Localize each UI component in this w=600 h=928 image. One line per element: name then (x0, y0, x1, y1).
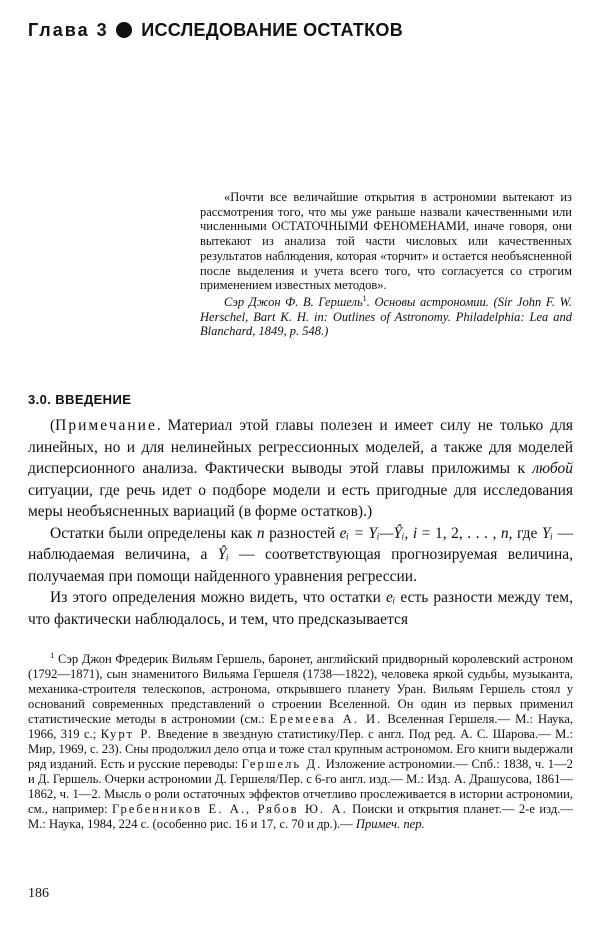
math-i: i (412, 524, 418, 542)
fn-text-c: Введение в звездную статистику/Пер. с англ. Под ред. А. С. Шарова.— М.: Мир, 1969, с. 23). Сны продолжил дело отца и тоже стал крупным астрономом. Его книги выдержали ряд изданий. Есть и русские переводы: (28, 727, 573, 771)
chapter-heading (28, 20, 588, 41)
note-text-b: ситуации, где речь идет о подборе модели и есть пригодные для исследования меры необъясненных вариаций (в форме остатков).) (28, 481, 573, 520)
math-y-hat-i: Ŷᵢ (217, 546, 229, 563)
epigraph-attribution (200, 295, 572, 339)
page-number: 186 (28, 886, 49, 901)
epigraph-quote: «Почти все величайшие открытия в астрономии вытекают из рассмотрения того, что мы уже раньше назвали качественными или численными ОСТАТОЧНЫМИ ФЕНОМЕНАМИ, иначе говоря, они вытекают из анализа той части числовых или качественных результатов наблюдения, которая «торчит» и остается необъясненной после выделения и учета всего того, что согласуется со строгим применением известных методов». (200, 190, 572, 293)
def-text-6: — соответствующая прогнозируемая величина, получаемая при помощи найденного уравнения регрессии. (28, 546, 574, 585)
res-text-2: есть разности между тем, что фактически наблюдалось, и тем, что предсказывается (28, 589, 573, 628)
chapter-title: ИССЛЕДОВАНИЕ ОСТАТКОВ (141, 20, 404, 40)
section-heading: 3.0. ВВЕДЕНИЕ (28, 392, 132, 407)
note-emphasis: любой (532, 460, 573, 477)
footnote-1 (28, 649, 573, 832)
note-word: Примечание (55, 417, 157, 434)
fn-name-4: Гребенников Е. А., Рябов Ю. А. (111, 802, 348, 816)
open-paren: ( (50, 417, 56, 434)
fn-text-b: Вселенная Гершеля.— М.: Наука, 1966, 319 с.; (28, 712, 573, 741)
def-text-2: разностей (264, 524, 340, 542)
def-text-4: , где (508, 524, 542, 542)
epigraph (200, 190, 572, 339)
res-text-1: Из этого определения можно видеть, что остатки (50, 589, 387, 606)
def-text-5: — наблюдаемая величина, а (28, 524, 574, 563)
chapter-label: Глава 3 (28, 20, 109, 40)
def-text-1: Остатки были определены как (50, 524, 257, 542)
fn-name-1: Еремеева А. И. (269, 712, 383, 726)
fn-name-3: Гершель Д. (241, 757, 323, 771)
bullet-dot-icon (116, 22, 132, 38)
epigraph-author: Сэр Джон Ф. В. Гершель (224, 294, 363, 309)
body-text (28, 415, 573, 630)
footnote-number: 1 (50, 649, 55, 660)
math-e-i: eᵢ (386, 589, 396, 606)
epigraph-source: . Основы астрономии. (Sir John F. W. Herschel, Bart K. H. in: Outlines of Astronomy. Philadelphia: Lea and Blanchard, 1849, p. 548.) (200, 294, 572, 339)
math-residual-formula: eᵢ = Yᵢ—Ŷᵢ, (339, 524, 409, 542)
fn-text-d: Изложение астрономии.— Спб.: 1838, ч. 1—2 и Д. Гершель. Очерки астрономии Д. Гершеля/Пер. с 6-го англ. изд.— М.: Изд. А. Драшусова, 1861—1862, ч. 1—2. Мысль о роли остаточных эффектов отчетливо прослеживается в истории астрономии, см., например: (28, 757, 573, 816)
fn-text-e: Поиски и открытия планет.— 2-е изд.—М.: Наука, 1984, 224 с. (особенно рис. 16 и 17, с. 70 и др.).— (28, 802, 573, 831)
fn-name-2: Курт Р. (100, 727, 153, 741)
paragraph-residuals (28, 587, 573, 630)
math-n: n (256, 524, 265, 542)
footnote-ref: 1 (362, 293, 367, 303)
def-text-3: = 1, 2, . . . , (417, 524, 501, 542)
paragraph-definition (28, 523, 573, 588)
math-y-i: Yᵢ (541, 524, 553, 542)
note-text-a: . Материал этой главы полезен и имеет силу не только для линейных, но и для нелинейных регрессионных моделей, а также для моделей дисперсионного анализа. Фактически выводы этой главы приложимы к (28, 417, 573, 477)
fn-note-tag: Примеч. пер. (355, 817, 425, 831)
math-n-2: n (500, 524, 509, 542)
fn-text-a: Сэр Джон Фредерик Вильям Гершель, баронет, английский придворный королевский астроном (1792—1871), сын знаменитого Вильяма Гершеля (1738—1822), человека яркой судьбы, музыканта, механика-строителя телескопов, астронома, открывшего планету Уран. Вильям Гершель стоял у оснований современных представлений о строении Вселенной. Он один из первых применил статистические методы в астрономии (см.: (28, 652, 573, 726)
footnotes (28, 649, 573, 832)
paragraph-note (28, 415, 573, 523)
